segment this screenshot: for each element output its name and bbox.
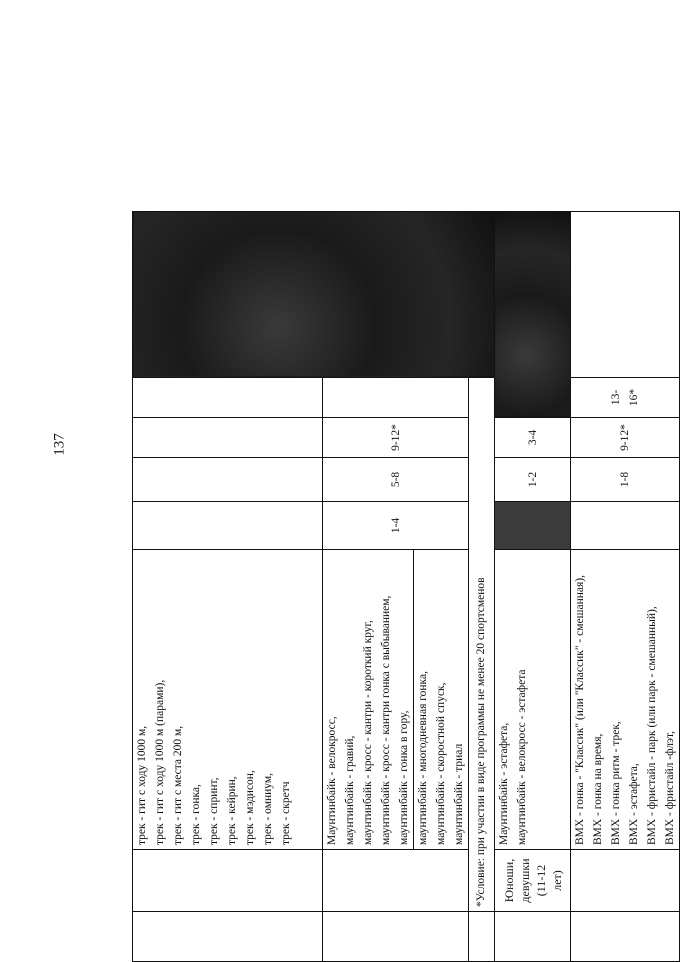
empty-cell: [571, 912, 680, 962]
event-line: маунтинбайк - многодневная гонка,: [417, 671, 429, 845]
event-line: маунтинбайк - скоростной спуск,: [435, 682, 447, 845]
dark-scanned-area: [133, 212, 495, 378]
event-line: трек - гит с места 200 м,: [172, 725, 184, 845]
track-events-cell: [133, 550, 323, 850]
event-line: BMX - гонка - "Классик" (или "Классик" - смешанная),: [574, 575, 586, 845]
value-cell: 1-2: [495, 458, 571, 502]
condition-note: *Условие: при участии в виде программы не менее 20 спортсменов: [469, 378, 495, 912]
table-row-bmx: [571, 212, 680, 962]
event-line: BMX - гонка ритм - трек,: [610, 721, 622, 845]
value-cell: 13-16*: [571, 378, 680, 418]
value-cell: [133, 502, 323, 550]
value-cell: 5-8: [323, 458, 469, 502]
event-line: трек - кейрин,: [226, 776, 238, 845]
event-line: BMX - фристайл - парк (или парк - смешанный),: [646, 606, 658, 845]
event-line: BMX - фристайл -флэт,: [664, 731, 676, 845]
age-category-cell: [495, 850, 571, 912]
empty-cell: [133, 912, 323, 962]
empty-cell: [469, 912, 495, 962]
value-cell: 9-12*: [323, 418, 469, 458]
event-line: маунтинбайк - триал: [453, 743, 465, 845]
event-line: маунтинбайк - гравий,: [344, 735, 356, 845]
youth-relay-events-cell: [495, 550, 571, 850]
bmx-events-cell: [571, 550, 680, 850]
event-line: маунтинбайк - гонка в гору,: [398, 710, 410, 845]
value-cell: [323, 378, 469, 418]
category-line: (11-12 лет): [533, 864, 564, 897]
value-cell: 9-12*: [571, 418, 680, 458]
empty-cell: [571, 212, 680, 378]
event-line: Маунтинбайк - эстафета,: [498, 722, 510, 845]
event-line: маунтинбайк - кросс - кантри гонка с выбыванием,: [380, 595, 392, 845]
dark-scanned-area: [495, 212, 571, 418]
value-cell: 1-8: [571, 458, 680, 502]
event-line: маунтинбайк - кросс - кантри - короткий круг,: [362, 620, 374, 845]
event-line: трек - омниум,: [262, 772, 274, 845]
event-line: BMX - эстафета,: [628, 763, 640, 845]
competition-table: [132, 211, 680, 962]
page-number: 137: [51, 433, 68, 456]
event-line: маунтинбайк - велокросс - эстафета: [516, 669, 528, 845]
empty-category-cell: [323, 850, 469, 912]
category-line: девушки: [517, 858, 532, 903]
value-cell: [571, 502, 680, 550]
shaded-cell: [495, 502, 571, 550]
mtb-events-cell: [323, 550, 469, 850]
event-line: BMX - гонка на время,: [592, 733, 604, 845]
value-cell: [133, 378, 323, 418]
event-line: трек - скретч: [280, 781, 292, 845]
event-line: Маунтинбайк - велокросс,: [326, 716, 338, 845]
event-line: трек - гит с ходу 1000 м,: [136, 725, 148, 845]
value-cell: 3-4: [495, 418, 571, 458]
empty-category-cell: [571, 850, 680, 912]
value-cell: 1-4: [323, 502, 469, 550]
empty-cell: [323, 912, 469, 962]
value-cell: [133, 418, 323, 458]
event-line: трек - гонка,: [190, 784, 202, 845]
event-line: трек - мэдисон,: [244, 770, 256, 845]
value-cell: [133, 458, 323, 502]
competition-table-sheet: [132, 212, 676, 962]
event-line: трек - спринт,: [208, 777, 220, 845]
table-row-track: [133, 212, 323, 962]
category-line: Юноши,: [501, 858, 516, 903]
table-row-youth: [495, 212, 571, 962]
mtb-subgroup: [413, 550, 468, 849]
empty-category-cell: [133, 850, 323, 912]
empty-cell: [495, 912, 571, 962]
event-line: трек - гит с ходу 1000 м (парами),: [154, 679, 166, 845]
